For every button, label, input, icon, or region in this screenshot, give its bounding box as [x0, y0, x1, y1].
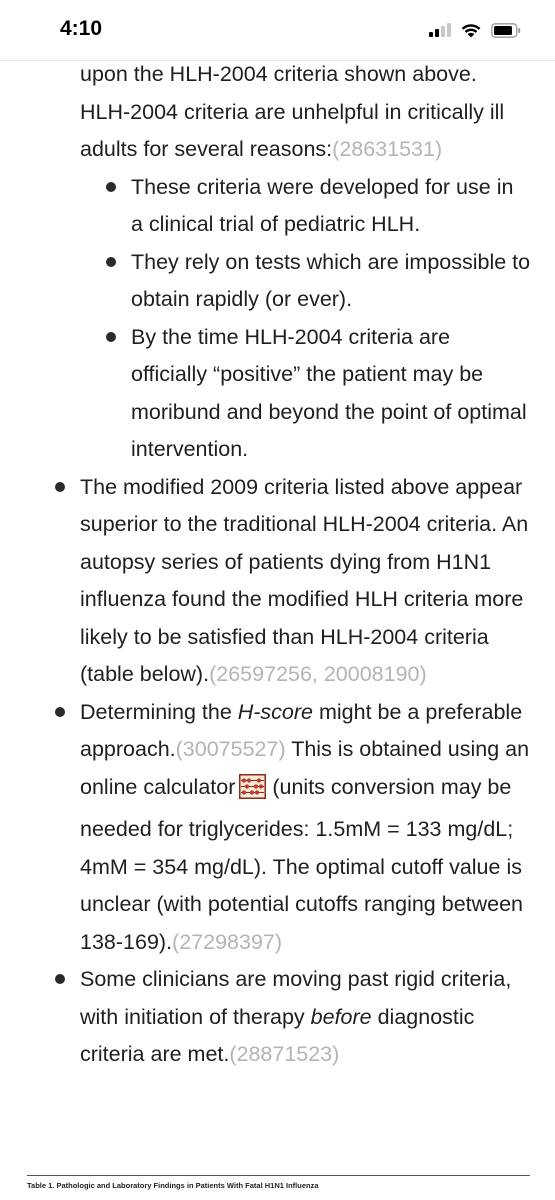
bullet-text: Some clinicians are moving past rigid criteria, with initiation of therapy: [80, 967, 512, 1029]
bullet-text: might be a preferable approach.: [80, 699, 523, 761]
article-content: [0, 56, 555, 1074]
bullet-h-score: [0, 694, 530, 962]
bullet-dot-icon: [55, 974, 65, 984]
status-bar: [0, 0, 555, 61]
status-time: 4:10: [60, 17, 103, 40]
reference-link-28631531[interactable]: (28631531): [332, 137, 443, 161]
wifi-icon: [460, 22, 482, 38]
sub-bullet-item: [0, 244, 531, 319]
main-bullet-list: [0, 469, 555, 1074]
bullet-text: (units conversion may be needed for triglycerides: 1.5mM = 133 mg/dL; 4mM = 354 mg/dL). The optimal cutoff value is unclear (with potential cutoffs ranging between 138-169).: [80, 774, 524, 954]
intro-paragraph: [80, 56, 530, 169]
bullet-dot-icon: [106, 332, 116, 342]
reference-link-30075527[interactable]: (30075527): [175, 737, 286, 761]
h-score-term: H-score: [237, 699, 314, 724]
sub-bullet-text: They rely on tests which are impossible to obtain rapidly (or ever).: [131, 249, 531, 311]
before-term: before: [310, 1004, 372, 1029]
sub-bullet-item: [0, 319, 531, 469]
reference-link-27298397[interactable]: (27298397): [172, 929, 283, 954]
bullet-dot-icon: [106, 182, 116, 192]
bullet-dot-icon: [55, 707, 65, 717]
sub-bullet-list: [0, 169, 555, 469]
sub-bullet-text: These criteria were developed for use in a clinical trial of pediatric HLH.: [131, 174, 514, 236]
sub-bullet-text: By the time HLH-2004 criteria are officially “positive” the patient may be moribund and beyond the point of optimal intervention.: [131, 324, 527, 461]
status-icons: [429, 22, 521, 38]
battery-icon: [491, 23, 521, 38]
sub-bullet-item: [0, 169, 531, 244]
bullet-modified-criteria: [0, 469, 530, 694]
table-caption: Table 1. Pathologic and Laboratory Findings in Patients With Fatal H1N1 Influenza: [27, 1175, 530, 1190]
bullet-clinicians: [0, 961, 530, 1074]
abacus-icon[interactable]: [239, 774, 266, 812]
bullet-text: diagnostic criteria are met.: [80, 1004, 475, 1066]
bullet-text: Determining the: [80, 699, 238, 724]
bullet-text: This is obtained using an online calculator: [80, 737, 530, 799]
bullet-dot-icon: [55, 482, 65, 492]
reference-link-28871523[interactable]: (28871523): [229, 1042, 340, 1066]
reference-link-26597256[interactable]: (26597256, 20008190): [209, 662, 427, 686]
intro-text: upon the HLH-2004 criteria shown above. HLH-2004 criteria are unhelpful in critically ill adults for several reasons:: [80, 62, 505, 161]
bullet-text: The modified 2009 criteria listed above appear superior to the traditional HLH-2004 criteria. An autopsy series of patients dying from H1N1 influenza found the modified HLH criteria more likely to be satisfied than HLH-2004 criteria (table below).: [80, 474, 529, 686]
cellular-signal-icon: [429, 23, 451, 37]
bullet-dot-icon: [106, 257, 116, 267]
